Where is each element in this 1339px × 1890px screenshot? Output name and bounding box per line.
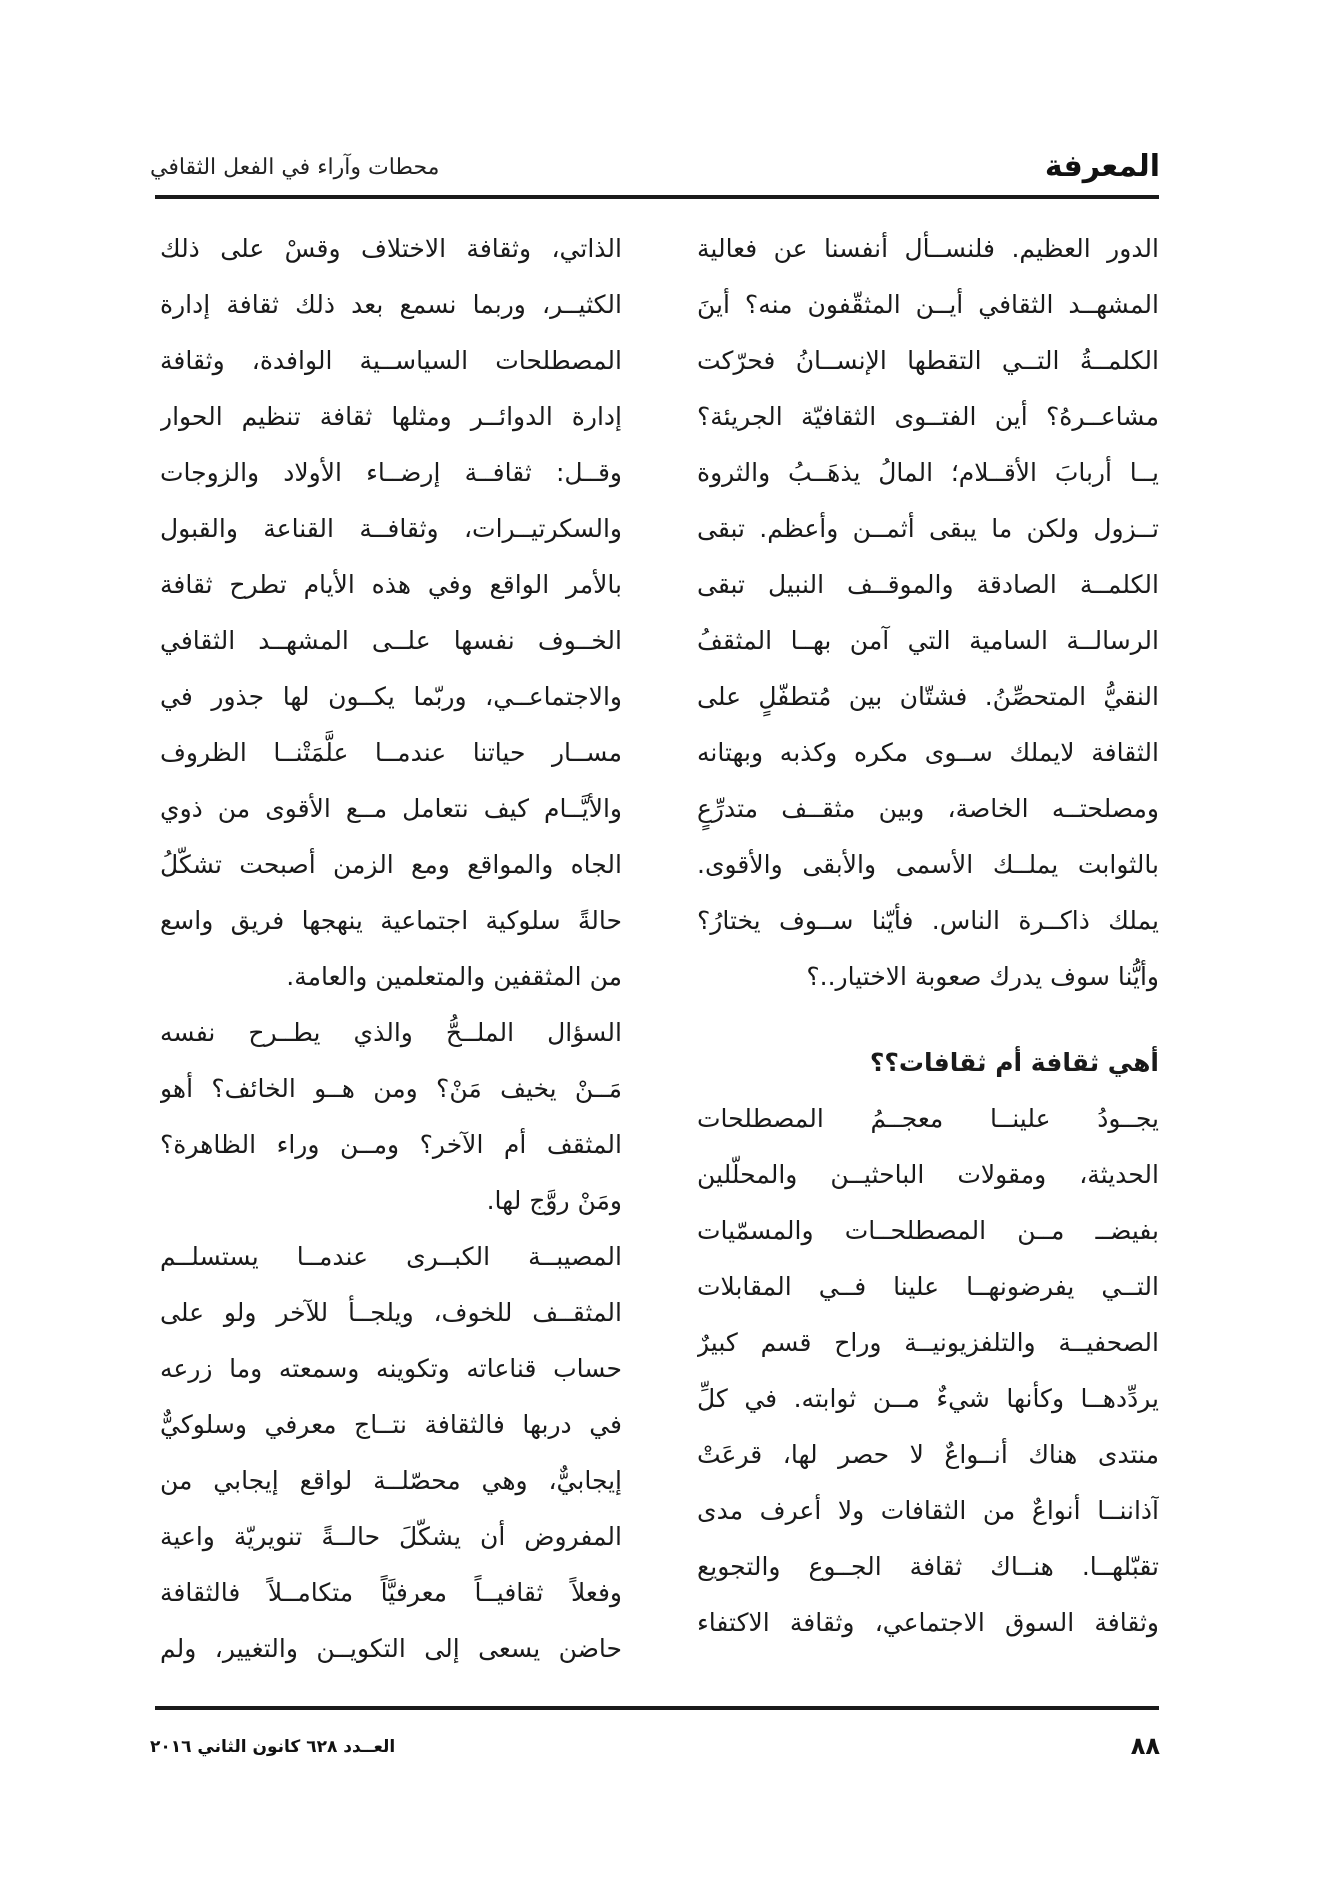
text-line: والأيَّــام كيف نتعامل مــع الأقوى من ذوي bbox=[160, 794, 622, 823]
text-line: وقــل: ثقافــة إرضــاء الأولاد والزوجات bbox=[160, 458, 622, 487]
text-line: الذاتي، وثقافة الاختلاف وقسْ على ذلك bbox=[160, 234, 622, 263]
text-line: الرسالــة السامية التي آمن بهــا المثقفُ bbox=[697, 626, 1159, 655]
section-heading: أهي ثقافة أم ثقافات؟؟ bbox=[869, 1048, 1159, 1077]
text-line: الكلمــةُ التــي التقطها الإنســانُ فحرّكت bbox=[697, 346, 1159, 375]
section-title: محطات وآراء في الفعل الثقافي bbox=[150, 155, 440, 180]
text-line: ومَنْ روَّج لها. bbox=[486, 1186, 622, 1215]
text-line: إدارة الدوائــر ومثلها ثقافة تنظيم الحوار bbox=[160, 402, 622, 431]
text-line: الكلمــة الصادقة والموقــف النبيل تبقى bbox=[697, 570, 1159, 599]
text-line: إيجابيٌّ، وهي محصّلــة لواقع إيجابي من bbox=[160, 1466, 622, 1495]
text-line: الكثيــر، وربما نسمع بعد ذلك ثقافة إدارة bbox=[160, 290, 622, 319]
text-line: المصطلحات السياســية الوافدة، وثقافة bbox=[160, 346, 622, 375]
text-line: مَــنْ يخيف مَنْ؟ ومن هــو الخائف؟ أهو bbox=[160, 1074, 622, 1103]
text-line: المشهــد الثقافي أيــن المثقّفون منه؟ أينَ bbox=[697, 290, 1159, 319]
text-line: المثقــف للخوف، ويلجــأ للآخر ولو على bbox=[160, 1298, 622, 1327]
article-column-left bbox=[160, 221, 622, 1691]
text-line: ومصلحتــه الخاصة، وبين مثقــف متدرِّعٍ bbox=[697, 794, 1159, 823]
text-line: بفيضــ مــن المصطلحــات والمسمّيات bbox=[697, 1216, 1159, 1245]
text-line: من المثقفين والمتعلمين والعامة. bbox=[286, 962, 622, 991]
magazine-brand-logo: المعرفة bbox=[1044, 149, 1160, 184]
text-line: حساب قناعاته وتكوينه وسمعته وما زرعه bbox=[160, 1354, 622, 1383]
text-line: تــزول ولكن ما يبقى أثمــن وأعظم. تبقى bbox=[697, 514, 1159, 543]
text-line: الخــوف نفسها علــى المشهــد الثقافي bbox=[160, 626, 622, 655]
text-line: يملك ذاكــرة الناس. فأيّنا ســوف يختارُ؟ bbox=[697, 906, 1159, 935]
text-line: الجاه والمواقع ومع الزمن أصبحت تشكّلُ bbox=[160, 850, 622, 879]
text-line: الدور العظيم. فلنســأل أنفسنا عن فعالية bbox=[697, 234, 1159, 263]
text-line: المثقف أم الآخر؟ ومــن وراء الظاهرة؟ bbox=[160, 1130, 622, 1159]
header-rule bbox=[155, 195, 1159, 199]
text-line: والاجتماعــي، وربّما يكــون لها جذور في bbox=[160, 682, 622, 711]
issue-info: العــدد ٦٢٨ كانون الثاني ٢٠١٦ bbox=[150, 1737, 396, 1757]
text-line: والسكرتيــرات، وثقافــة القناعة والقبول bbox=[160, 514, 622, 543]
text-line: يجــودُ علينــا معجــمُ المصطلحات bbox=[697, 1104, 1159, 1133]
text-line: مســار حياتنا عندمــا علَّمَتْنــا الظروف bbox=[160, 738, 622, 767]
paragraph-spacer bbox=[697, 1005, 1159, 1035]
text-line: المصيبــة الكبــرى عندمــا يستسلــم bbox=[160, 1242, 622, 1271]
text-line: الصحفيــة والتلفزيونيــة وراح قسم كبيرٌ bbox=[697, 1328, 1159, 1357]
text-line: وثقافة السوق الاجتماعي، وثقافة الاكتفاء bbox=[697, 1608, 1159, 1637]
text-line: منتدى هناك أنــواعٌ لا حصر لها، قرعَتْ bbox=[697, 1440, 1159, 1469]
text-line: الثقافة لايملك ســوى مكره وكذبه وبهتانه bbox=[697, 738, 1159, 767]
text-line: مشاعــرهُ؟ أين الفتــوى الثقافيّة الجريئة؟ bbox=[697, 402, 1159, 431]
text-line: يردِّدهــا وكأنها شيءٌ مــن ثوابته. في كلِّ bbox=[697, 1384, 1159, 1413]
text-line: بالثوابت يملــك الأسمى والأبقى والأقوى. bbox=[697, 850, 1159, 879]
text-line: النقيُّ المتحصِّنُ. فشتّان بين مُتطفّلٍ على bbox=[697, 682, 1159, 711]
text-line: وأيُّنا سوف يدرك صعوبة الاختيار..؟ bbox=[806, 962, 1159, 991]
text-line: وفعلاً ثقافيــاً معرفيَّاً متكامــلاً فالثقافة bbox=[160, 1578, 622, 1607]
text-line: يــا أربابَ الأقــلام؛ المالُ يذهَــبُ والثروة bbox=[697, 458, 1159, 487]
text-line: الحديثة، ومقولات الباحثيــن والمحلّلين bbox=[697, 1160, 1159, 1189]
text-line: حاضن يسعى إلى التكويــن والتغيير، ولم bbox=[160, 1634, 622, 1663]
text-line: التــي يفرضونهــا علينا فــي المقابلات bbox=[697, 1272, 1159, 1301]
page-number: ٨٨ bbox=[1130, 1732, 1160, 1760]
text-line: في دربها فالثقافة نتــاج معرفي وسلوكيٌّ bbox=[160, 1410, 622, 1439]
footer-rule bbox=[155, 1706, 1159, 1710]
text-line: المفروض أن يشكّلَ حالــةً تنويريّة واعية bbox=[160, 1522, 622, 1551]
text-line: آذاننــا أنواعٌ من الثقافات ولا أعرف مدى bbox=[697, 1496, 1159, 1525]
text-line: السؤال الملــحُّ والذي يطــرح نفسه bbox=[160, 1018, 622, 1047]
article-column-right bbox=[697, 221, 1159, 1691]
text-line: حالةً سلوكية اجتماعية ينهجها فريق واسع bbox=[160, 906, 622, 935]
text-line: بالأمر الواقع وفي هذه الأيام تطرح ثقافة bbox=[160, 570, 622, 599]
text-line: تقبّلهــا. هنــاك ثقافة الجــوع والتجويع bbox=[697, 1552, 1159, 1581]
